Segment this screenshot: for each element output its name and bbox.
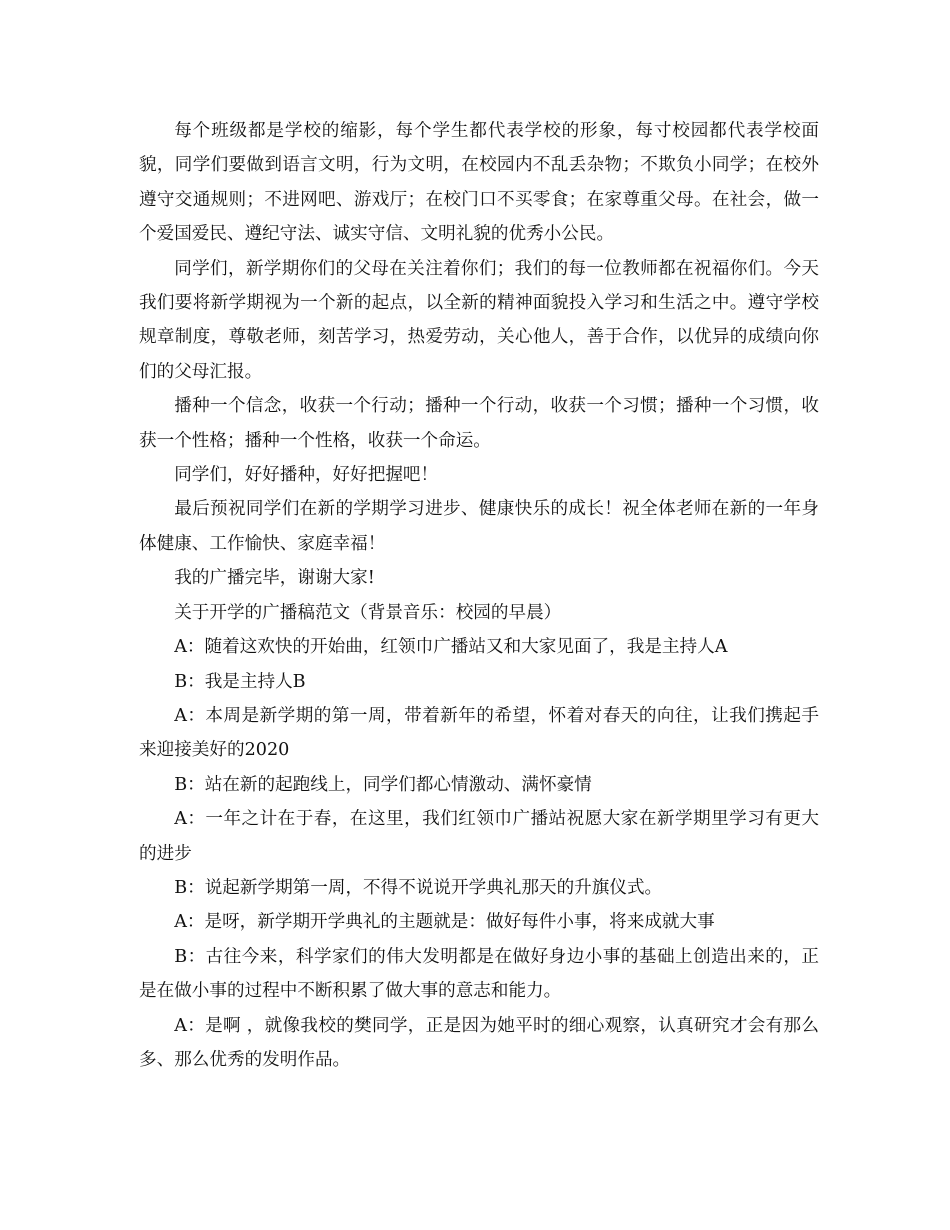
paragraph: 每个班级都是学校的缩影，每个学生都代表学校的形象，每寸校园都代表学校面貌，同学们要做到语言文明，行为文明，在校园内不乱丢杂物；不欺负小同学；在校外遵守交通规则；不进网吧、游戏厅；在校门口不买零食；在家尊重父母。在社会，做一个爱国爱民、遵纪守法、诚实守信、文明礼貌的优秀小公民。 bbox=[139, 121, 819, 245]
paragraph: A：随着这欢快的开始曲，红领巾广播站又和大家见面了，我是主持人A bbox=[174, 637, 728, 658]
paragraph: B：古往今来，科学家们的伟大发明都是在做好身边小事的基础上创造出来的，正是在做小事的过程中不断积累了做大事的意志和能力。 bbox=[139, 946, 819, 1002]
paragraph: 关于开学的广播稿范文（背景音乐：校园的早晨） bbox=[174, 602, 562, 623]
paragraph: 播种一个信念，收获一个行动；播种一个行动，收获一个习惯；播种一个习惯，收获一个性格；播种一个性格，收获一个命运。 bbox=[139, 396, 819, 451]
paragraph: 我的广播完毕，谢谢大家! bbox=[174, 568, 375, 589]
paragraph: 同学们，新学期你们的父母在关注着你们；我们的每一位教师都在祝福你们。今天我们要将新学期视为一个新的起点，以全新的精神面貌投入学习和生活之中。遵守学校规章制度，尊敬老师，刻苦学习，热爱劳动，关心他人，善于合作，以优异的成绩向你们的父母汇报。 bbox=[139, 258, 819, 382]
paragraph: B：站在新的起跑线上，同学们都心情激动、满怀豪情 bbox=[174, 774, 592, 795]
paragraph: A：是呀，新学期开学典礼的主题就是：做好每件小事，将来成就大事 bbox=[174, 912, 715, 933]
paragraph: B：说起新学期第一周，不得不说说开学典礼那天的升旗仪式。 bbox=[174, 877, 663, 898]
paragraph: 同学们，好好播种，好好把握吧！ bbox=[174, 465, 439, 486]
paragraph: A：是啊 ，就像我校的樊同学，正是因为她平时的细心观察，认真研究才会有那么多、那么优秀的发明作品。 bbox=[139, 1015, 819, 1070]
paragraph: A：本周是新学期的第一周，带着新年的希望，怀着对春天的向往，让我们携起手来迎接美好的2020 bbox=[139, 705, 819, 761]
paragraph: B：我是主持人B bbox=[174, 671, 306, 692]
paragraph: A：一年之计在于春，在这里，我们红领巾广播站祝愿大家在新学期里学习有更大的进步 bbox=[139, 809, 819, 864]
document-body bbox=[139, 114, 819, 1077]
paragraph: 最后预祝同学们在新的学期学习进步、健康快乐的成长！祝全体老师在新的一年身体健康、工作愉快、家庭幸福！ bbox=[139, 499, 819, 554]
